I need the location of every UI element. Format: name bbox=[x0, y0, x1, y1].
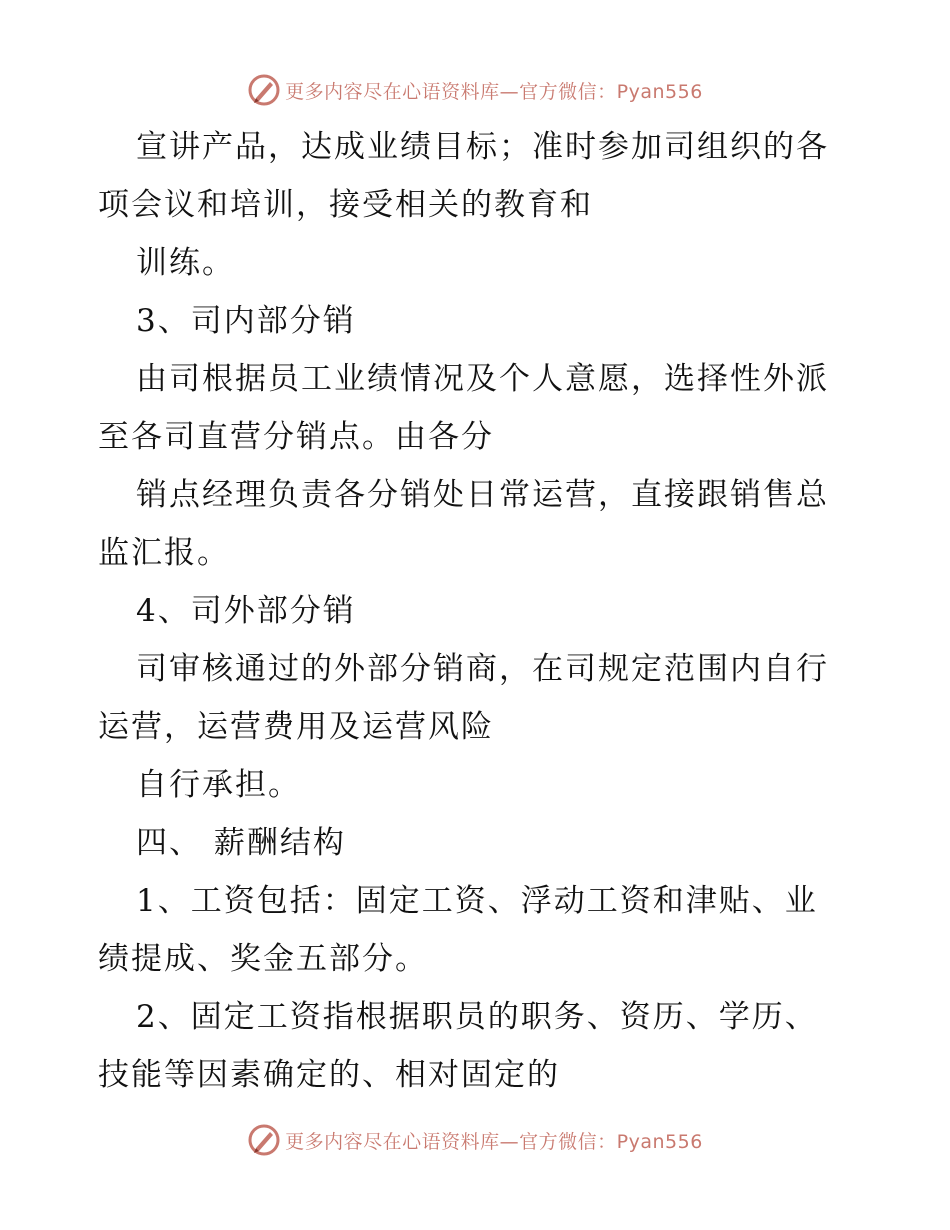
text-line: 司审核通过的外部分销商，在司规定范围内自行 bbox=[136, 651, 829, 687]
watermark-text: 更多内容尽在心语资料库—官方微信：Pyan556 bbox=[285, 80, 703, 103]
watermark-text: 更多内容尽在心语资料库—官方微信：Pyan556 bbox=[285, 1130, 703, 1153]
text-line: 2、固定工资指根据职员的职务、资历、学历、 bbox=[136, 999, 818, 1035]
text-line: 绩提成、奖金五部分。 bbox=[98, 941, 428, 977]
text-line: 宣讲产品，达成业绩目标；准时参加司组织的各 bbox=[136, 129, 829, 165]
text-line: 训练。 bbox=[136, 245, 235, 281]
text-line: 1、工资包括：固定工资、浮动工资和津贴、业 bbox=[136, 883, 818, 919]
text-line: 运营，运营费用及运营风险 bbox=[98, 709, 494, 745]
text-line: 技能等因素确定的、相对固定的 bbox=[98, 1057, 560, 1093]
watermark-header bbox=[0, 70, 950, 110]
text-line: 自行承担。 bbox=[136, 767, 301, 803]
text-line: 由司根据员工业绩情况及个人意愿，选择性外派 bbox=[136, 361, 829, 397]
text-line: 项会议和培训，接受相关的教育和 bbox=[98, 187, 593, 223]
pen-logo-icon bbox=[247, 1123, 281, 1157]
pen-logo-icon bbox=[247, 73, 281, 107]
text-line: 监汇报。 bbox=[98, 535, 230, 571]
document-body bbox=[98, 118, 858, 1104]
text-line: 四、 薪酬结构 bbox=[136, 825, 346, 861]
watermark-footer bbox=[0, 1120, 950, 1160]
text-line: 销点经理负责各分销处日常运营，直接跟销售总 bbox=[136, 477, 829, 513]
text-line: 3、司内部分销 bbox=[136, 303, 356, 339]
text-line: 至各司直营分销点。由各分 bbox=[98, 419, 494, 455]
text-line: 4、司外部分销 bbox=[136, 593, 356, 629]
